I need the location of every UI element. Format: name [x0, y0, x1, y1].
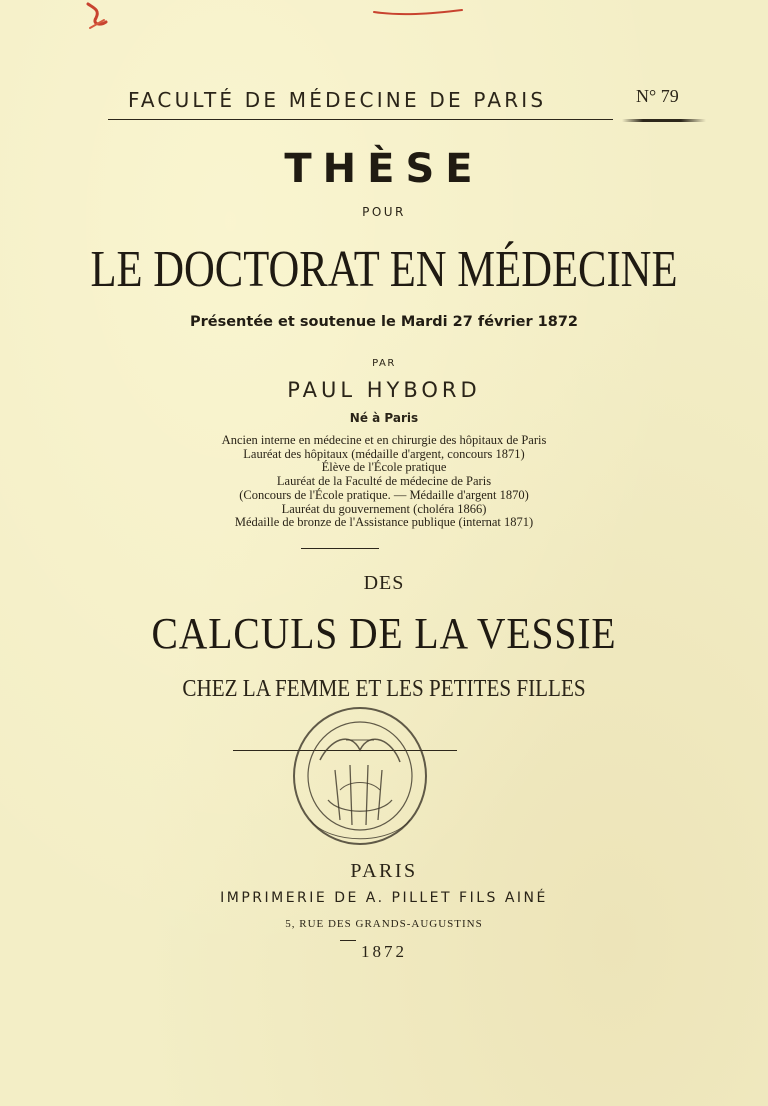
library-stamp — [280, 700, 440, 860]
author-name: PAUL HYBORD — [287, 378, 481, 402]
red-pen-mark — [70, 0, 210, 40]
thesis-number: N° 79 — [636, 86, 679, 106]
qualification-line: Ancien interne en médecine et en chirurgie des hôpitaux de Paris — [221, 433, 547, 447]
printer-name: IMPRIMERIE DE A. PILLET FILS AINÉ — [220, 890, 548, 906]
qualifications-list — [0, 434, 768, 530]
des-label: DES — [363, 572, 405, 594]
presentation-date: Présentée et soutenue le Mardi 27 février 1872 — [189, 314, 579, 330]
qualification-line: Lauréat de la Faculté de médecine de Paris — [276, 474, 492, 489]
imprint-city: PARIS — [350, 860, 418, 882]
red-underline-mark — [370, 0, 470, 20]
number-rule — [622, 119, 706, 122]
qualification-line: Élève de l'École pratique — [321, 460, 447, 475]
printer-address: 5, RUE DES GRANDS-AUGUSTINS — [285, 918, 483, 930]
author-birthplace: Né à Paris — [349, 411, 419, 425]
header-rule — [108, 119, 613, 120]
faculty-heading: FACULTÉ DE MÉDECINE DE PARIS — [128, 88, 547, 112]
qualification-line: Médaille de bronze de l'Assistance publique (internat 1871) — [234, 515, 534, 530]
qualification-line: Lauréat du gouvernement (choléra 1866) — [281, 501, 487, 516]
publication-year: 1872 — [361, 942, 407, 961]
par-label: PAR — [372, 358, 396, 369]
doctorat-title: LE DOCTORAT EN MÉDECINE — [90, 241, 678, 298]
qualification-line: (Concours de l'École pratique. — Médaille d'argent 1870) — [239, 487, 529, 502]
section-rule — [301, 548, 379, 549]
these-title: THÈSE — [284, 146, 484, 192]
subject-title: CALCULS DE LA VESSIE — [151, 609, 617, 658]
pour-label: POUR — [362, 205, 406, 219]
year-rule — [340, 940, 356, 941]
qualification-line: Lauréat des hôpitaux (médaille d'argent, concours 1871) — [243, 446, 525, 461]
subject-subtitle: CHEZ LA FEMME ET LES PETITES FILLES — [182, 676, 586, 702]
